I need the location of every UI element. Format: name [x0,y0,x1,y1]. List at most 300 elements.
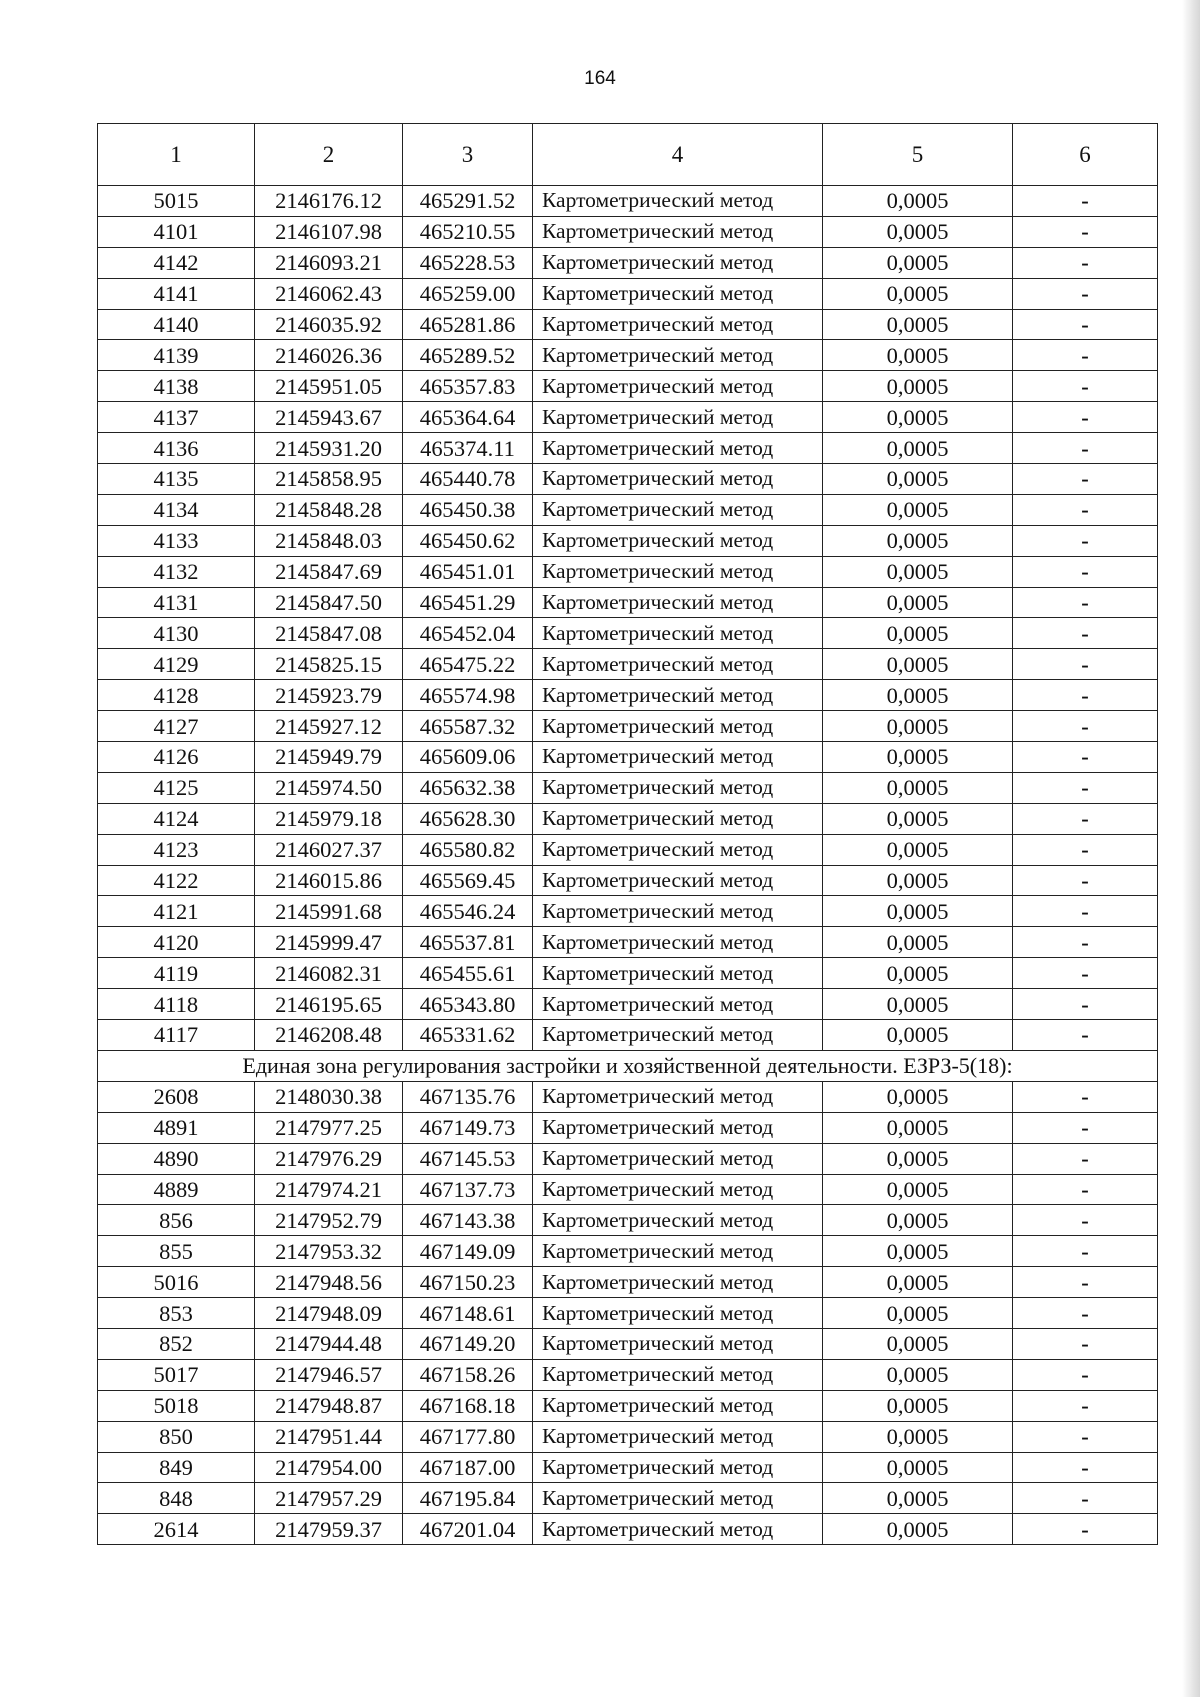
table-row [98,247,1158,278]
cell-y-coordinate: 467148.61 [403,1298,533,1329]
cell-x-coordinate: 2145848.28 [255,494,403,525]
cell-accuracy: 0,0005 [823,556,1013,587]
cell-y-coordinate: 467145.53 [403,1143,533,1174]
table-row [98,433,1158,464]
cell-method: Картометрический метод [533,649,823,680]
cell-y-coordinate: 465632.38 [403,772,533,803]
cell-description: - [1013,309,1158,340]
cell-y-coordinate: 467195.84 [403,1483,533,1514]
cell-accuracy: 0,0005 [823,989,1013,1020]
table-row [98,1483,1158,1514]
table-row [98,587,1158,618]
cell-accuracy: 0,0005 [823,464,1013,495]
section-title-row [98,1050,1158,1081]
table-row [98,1328,1158,1359]
cell-x-coordinate: 2145847.08 [255,618,403,649]
cell-y-coordinate: 467158.26 [403,1359,533,1390]
cell-y-coordinate: 465587.32 [403,711,533,742]
cell-x-coordinate: 2146035.92 [255,309,403,340]
cell-accuracy: 0,0005 [823,216,1013,247]
cell-y-coordinate: 465374.11 [403,433,533,464]
cell-accuracy: 0,0005 [823,340,1013,371]
cell-y-coordinate: 467187.00 [403,1452,533,1483]
cell-description: - [1013,1205,1158,1236]
cell-method: Картометрический метод [533,587,823,618]
cell-x-coordinate: 2145949.79 [255,742,403,773]
cell-x-coordinate: 2145951.05 [255,371,403,402]
cell-accuracy: 0,0005 [823,1205,1013,1236]
coordinates-table [97,123,1158,1545]
cell-description: - [1013,1081,1158,1112]
cell-accuracy: 0,0005 [823,1328,1013,1359]
cell-point-number: 4128 [98,680,255,711]
cell-point-number: 4141 [98,278,255,309]
scan-edge [1182,0,1200,1697]
cell-description: - [1013,433,1158,464]
cell-x-coordinate: 2147976.29 [255,1143,403,1174]
cell-x-coordinate: 2145991.68 [255,896,403,927]
cell-method: Картометрический метод [533,772,823,803]
cell-description: - [1013,556,1158,587]
cell-description: - [1013,649,1158,680]
cell-y-coordinate: 465475.22 [403,649,533,680]
cell-y-coordinate: 465451.01 [403,556,533,587]
cell-y-coordinate: 465450.62 [403,525,533,556]
table-row [98,1174,1158,1205]
cell-point-number: 4126 [98,742,255,773]
cell-point-number: 850 [98,1421,255,1452]
cell-description: - [1013,494,1158,525]
cell-description: - [1013,340,1158,371]
cell-description: - [1013,1514,1158,1545]
cell-x-coordinate: 2147974.21 [255,1174,403,1205]
cell-point-number: 4136 [98,433,255,464]
cell-description: - [1013,896,1158,927]
cell-point-number: 4130 [98,618,255,649]
cell-method: Картометрический метод [533,834,823,865]
table-row [98,1236,1158,1267]
table-row [98,1143,1158,1174]
cell-method: Картометрический метод [533,618,823,649]
cell-y-coordinate: 467201.04 [403,1514,533,1545]
cell-y-coordinate: 465343.80 [403,989,533,1020]
cell-point-number: 4890 [98,1143,255,1174]
cell-y-coordinate: 467150.23 [403,1267,533,1298]
cell-x-coordinate: 2147957.29 [255,1483,403,1514]
cell-x-coordinate: 2145847.50 [255,587,403,618]
cell-point-number: 4132 [98,556,255,587]
cell-description: - [1013,1112,1158,1143]
cell-accuracy: 0,0005 [823,865,1013,896]
cell-method: Картометрический метод [533,1143,823,1174]
table-row [98,618,1158,649]
cell-description: - [1013,464,1158,495]
cell-accuracy: 0,0005 [823,186,1013,217]
cell-point-number: 4140 [98,309,255,340]
table-row [98,896,1158,927]
table-row [98,371,1158,402]
cell-x-coordinate: 2145931.20 [255,433,403,464]
cell-x-coordinate: 2147959.37 [255,1514,403,1545]
cell-accuracy: 0,0005 [823,803,1013,834]
cell-description: - [1013,1421,1158,1452]
header-row [98,124,1158,186]
cell-point-number: 4134 [98,494,255,525]
cell-x-coordinate: 2145999.47 [255,927,403,958]
cell-x-coordinate: 2146093.21 [255,247,403,278]
cell-point-number: 4120 [98,927,255,958]
cell-y-coordinate: 467149.73 [403,1112,533,1143]
cell-x-coordinate: 2145848.03 [255,525,403,556]
cell-description: - [1013,1236,1158,1267]
cell-method: Картометрический метод [533,494,823,525]
cell-y-coordinate: 465357.83 [403,371,533,402]
cell-x-coordinate: 2145923.79 [255,680,403,711]
table-row [98,742,1158,773]
cell-description: - [1013,1483,1158,1514]
cell-method: Картометрический метод [533,464,823,495]
cell-accuracy: 0,0005 [823,1267,1013,1298]
table-row [98,865,1158,896]
cell-method: Картометрический метод [533,989,823,1020]
table-row [98,1298,1158,1329]
cell-y-coordinate: 465537.81 [403,927,533,958]
cell-y-coordinate: 467135.76 [403,1081,533,1112]
cell-x-coordinate: 2147948.09 [255,1298,403,1329]
cell-accuracy: 0,0005 [823,711,1013,742]
cell-x-coordinate: 2147954.00 [255,1452,403,1483]
cell-accuracy: 0,0005 [823,1020,1013,1051]
cell-description: - [1013,865,1158,896]
cell-x-coordinate: 2147952.79 [255,1205,403,1236]
table-row [98,216,1158,247]
cell-point-number: 4124 [98,803,255,834]
cell-x-coordinate: 2145943.67 [255,402,403,433]
table-row [98,649,1158,680]
table-row [98,958,1158,989]
table-row [98,309,1158,340]
cell-x-coordinate: 2147951.44 [255,1421,403,1452]
cell-accuracy: 0,0005 [823,1514,1013,1545]
cell-point-number: 5017 [98,1359,255,1390]
cell-description: - [1013,711,1158,742]
cell-point-number: 856 [98,1205,255,1236]
cell-description: - [1013,958,1158,989]
cell-description: - [1013,1298,1158,1329]
cell-method: Картометрический метод [533,865,823,896]
cell-method: Картометрический метод [533,1359,823,1390]
cell-description: - [1013,989,1158,1020]
cell-accuracy: 0,0005 [823,433,1013,464]
cell-point-number: 4137 [98,402,255,433]
cell-description: - [1013,1174,1158,1205]
cell-method: Картометрический метод [533,340,823,371]
cell-accuracy: 0,0005 [823,772,1013,803]
table-row [98,1267,1158,1298]
cell-x-coordinate: 2145927.12 [255,711,403,742]
cell-description: - [1013,680,1158,711]
cell-y-coordinate: 465546.24 [403,896,533,927]
cell-method: Картометрический метод [533,1483,823,1514]
cell-method: Картометрический метод [533,525,823,556]
cell-description: - [1013,1328,1158,1359]
cell-point-number: 4135 [98,464,255,495]
cell-y-coordinate: 467168.18 [403,1390,533,1421]
cell-description: - [1013,834,1158,865]
cell-method: Картометрический метод [533,433,823,464]
cell-accuracy: 0,0005 [823,494,1013,525]
cell-point-number: 4123 [98,834,255,865]
cell-y-coordinate: 467149.20 [403,1328,533,1359]
table-header [98,124,1158,186]
cell-description: - [1013,742,1158,773]
cell-description: - [1013,803,1158,834]
cell-method: Картометрический метод [533,1421,823,1452]
cell-accuracy: 0,0005 [823,1298,1013,1329]
cell-x-coordinate: 2147946.57 [255,1359,403,1390]
table-row [98,278,1158,309]
cell-point-number: 4891 [98,1112,255,1143]
cell-accuracy: 0,0005 [823,587,1013,618]
cell-method: Картометрический метод [533,1390,823,1421]
table-row [98,1081,1158,1112]
cell-point-number: 4101 [98,216,255,247]
header-col-5: 5 [823,124,1013,186]
cell-accuracy: 0,0005 [823,309,1013,340]
table-row [98,525,1158,556]
cell-description: - [1013,247,1158,278]
cell-accuracy: 0,0005 [823,1081,1013,1112]
cell-method: Картометрический метод [533,247,823,278]
cell-x-coordinate: 2147948.87 [255,1390,403,1421]
table-body [98,186,1158,1545]
header-col-3: 3 [403,124,533,186]
cell-method: Картометрический метод [533,1236,823,1267]
cell-y-coordinate: 465210.55 [403,216,533,247]
cell-method: Картометрический метод [533,927,823,958]
cell-method: Картометрический метод [533,1020,823,1051]
cell-accuracy: 0,0005 [823,371,1013,402]
cell-x-coordinate: 2145979.18 [255,803,403,834]
header-col-1: 1 [98,124,255,186]
cell-point-number: 4138 [98,371,255,402]
cell-point-number: 4129 [98,649,255,680]
header-col-6: 6 [1013,124,1158,186]
table-row [98,556,1158,587]
cell-y-coordinate: 467149.09 [403,1236,533,1267]
table-row [98,711,1158,742]
cell-description: - [1013,1267,1158,1298]
cell-x-coordinate: 2146027.37 [255,834,403,865]
cell-x-coordinate: 2145825.15 [255,649,403,680]
cell-method: Картометрический метод [533,680,823,711]
cell-method: Картометрический метод [533,1174,823,1205]
cell-x-coordinate: 2145847.69 [255,556,403,587]
cell-y-coordinate: 465451.29 [403,587,533,618]
cell-accuracy: 0,0005 [823,402,1013,433]
cell-description: - [1013,525,1158,556]
cell-x-coordinate: 2145858.95 [255,464,403,495]
cell-y-coordinate: 465580.82 [403,834,533,865]
cell-x-coordinate: 2146062.43 [255,278,403,309]
cell-method: Картометрический метод [533,1452,823,1483]
table-row [98,1390,1158,1421]
cell-accuracy: 0,0005 [823,896,1013,927]
cell-y-coordinate: 465450.38 [403,494,533,525]
cell-description: - [1013,587,1158,618]
cell-accuracy: 0,0005 [823,278,1013,309]
cell-x-coordinate: 2146208.48 [255,1020,403,1051]
cell-description: - [1013,1143,1158,1174]
cell-description: - [1013,371,1158,402]
cell-description: - [1013,1020,1158,1051]
cell-accuracy: 0,0005 [823,1143,1013,1174]
cell-accuracy: 0,0005 [823,1390,1013,1421]
cell-y-coordinate: 465364.64 [403,402,533,433]
cell-point-number: 4125 [98,772,255,803]
table-row [98,989,1158,1020]
cell-point-number: 5018 [98,1390,255,1421]
cell-description: - [1013,402,1158,433]
cell-accuracy: 0,0005 [823,1452,1013,1483]
cell-accuracy: 0,0005 [823,1112,1013,1143]
cell-accuracy: 0,0005 [823,247,1013,278]
cell-point-number: 4118 [98,989,255,1020]
cell-description: - [1013,927,1158,958]
cell-point-number: 4127 [98,711,255,742]
cell-accuracy: 0,0005 [823,649,1013,680]
table-row [98,1359,1158,1390]
cell-accuracy: 0,0005 [823,1421,1013,1452]
cell-method: Картометрический метод [533,309,823,340]
cell-accuracy: 0,0005 [823,1359,1013,1390]
page-number: 164 [584,68,616,89]
cell-y-coordinate: 467177.80 [403,1421,533,1452]
cell-point-number: 4117 [98,1020,255,1051]
cell-y-coordinate: 465440.78 [403,464,533,495]
cell-description: - [1013,1390,1158,1421]
cell-description: - [1013,1359,1158,1390]
cell-point-number: 848 [98,1483,255,1514]
table-row [98,1514,1158,1545]
cell-x-coordinate: 2147948.56 [255,1267,403,1298]
cell-x-coordinate: 2147944.48 [255,1328,403,1359]
table-row [98,1421,1158,1452]
cell-method: Картометрический метод [533,1081,823,1112]
cell-point-number: 2614 [98,1514,255,1545]
table-row [98,464,1158,495]
cell-method: Картометрический метод [533,958,823,989]
table-row [98,402,1158,433]
cell-method: Картометрический метод [533,1267,823,1298]
cell-accuracy: 0,0005 [823,958,1013,989]
cell-method: Картометрический метод [533,803,823,834]
cell-point-number: 4142 [98,247,255,278]
cell-accuracy: 0,0005 [823,927,1013,958]
cell-accuracy: 0,0005 [823,834,1013,865]
cell-point-number: 4889 [98,1174,255,1205]
cell-y-coordinate: 465259.00 [403,278,533,309]
cell-method: Картометрический метод [533,402,823,433]
cell-description: - [1013,772,1158,803]
cell-y-coordinate: 465569.45 [403,865,533,896]
cell-method: Картометрический метод [533,1514,823,1545]
cell-point-number: 5015 [98,186,255,217]
cell-accuracy: 0,0005 [823,1236,1013,1267]
cell-method: Картометрический метод [533,186,823,217]
cell-y-coordinate: 467137.73 [403,1174,533,1205]
cell-point-number: 4133 [98,525,255,556]
cell-method: Картометрический метод [533,711,823,742]
cell-point-number: 853 [98,1298,255,1329]
cell-method: Картометрический метод [533,1328,823,1359]
cell-description: - [1013,278,1158,309]
cell-method: Картометрический метод [533,1112,823,1143]
cell-method: Картометрический метод [533,1205,823,1236]
cell-y-coordinate: 465455.61 [403,958,533,989]
cell-x-coordinate: 2145974.50 [255,772,403,803]
table-row [98,340,1158,371]
cell-y-coordinate: 465291.52 [403,186,533,217]
cell-description: - [1013,1452,1158,1483]
cell-method: Картометрический метод [533,216,823,247]
cell-point-number: 852 [98,1328,255,1359]
cell-method: Картометрический метод [533,371,823,402]
cell-y-coordinate: 465289.52 [403,340,533,371]
table-row [98,680,1158,711]
cell-accuracy: 0,0005 [823,618,1013,649]
cell-y-coordinate: 465228.53 [403,247,533,278]
cell-point-number: 849 [98,1452,255,1483]
cell-y-coordinate: 465574.98 [403,680,533,711]
cell-method: Картометрический метод [533,742,823,773]
cell-method: Картометрический метод [533,278,823,309]
cell-point-number: 4131 [98,587,255,618]
cell-x-coordinate: 2147953.32 [255,1236,403,1267]
header-col-4: 4 [533,124,823,186]
cell-x-coordinate: 2146015.86 [255,865,403,896]
cell-y-coordinate: 465452.04 [403,618,533,649]
cell-x-coordinate: 2146176.12 [255,186,403,217]
table-row [98,494,1158,525]
cell-x-coordinate: 2146195.65 [255,989,403,1020]
cell-point-number: 2608 [98,1081,255,1112]
cell-y-coordinate: 465609.06 [403,742,533,773]
table-row [98,1452,1158,1483]
cell-y-coordinate: 465628.30 [403,803,533,834]
cell-method: Картометрический метод [533,556,823,587]
cell-point-number: 4139 [98,340,255,371]
table-row [98,1020,1158,1051]
cell-y-coordinate: 465331.62 [403,1020,533,1051]
cell-x-coordinate: 2146082.31 [255,958,403,989]
table-row [98,803,1158,834]
cell-accuracy: 0,0005 [823,680,1013,711]
cell-point-number: 5016 [98,1267,255,1298]
cell-point-number: 4121 [98,896,255,927]
cell-description: - [1013,618,1158,649]
cell-description: - [1013,216,1158,247]
cell-method: Картометрический метод [533,1298,823,1329]
cell-x-coordinate: 2148030.38 [255,1081,403,1112]
cell-point-number: 4122 [98,865,255,896]
cell-accuracy: 0,0005 [823,1483,1013,1514]
cell-x-coordinate: 2147977.25 [255,1112,403,1143]
cell-y-coordinate: 467143.38 [403,1205,533,1236]
cell-y-coordinate: 465281.86 [403,309,533,340]
table-row [98,772,1158,803]
table-row [98,834,1158,865]
